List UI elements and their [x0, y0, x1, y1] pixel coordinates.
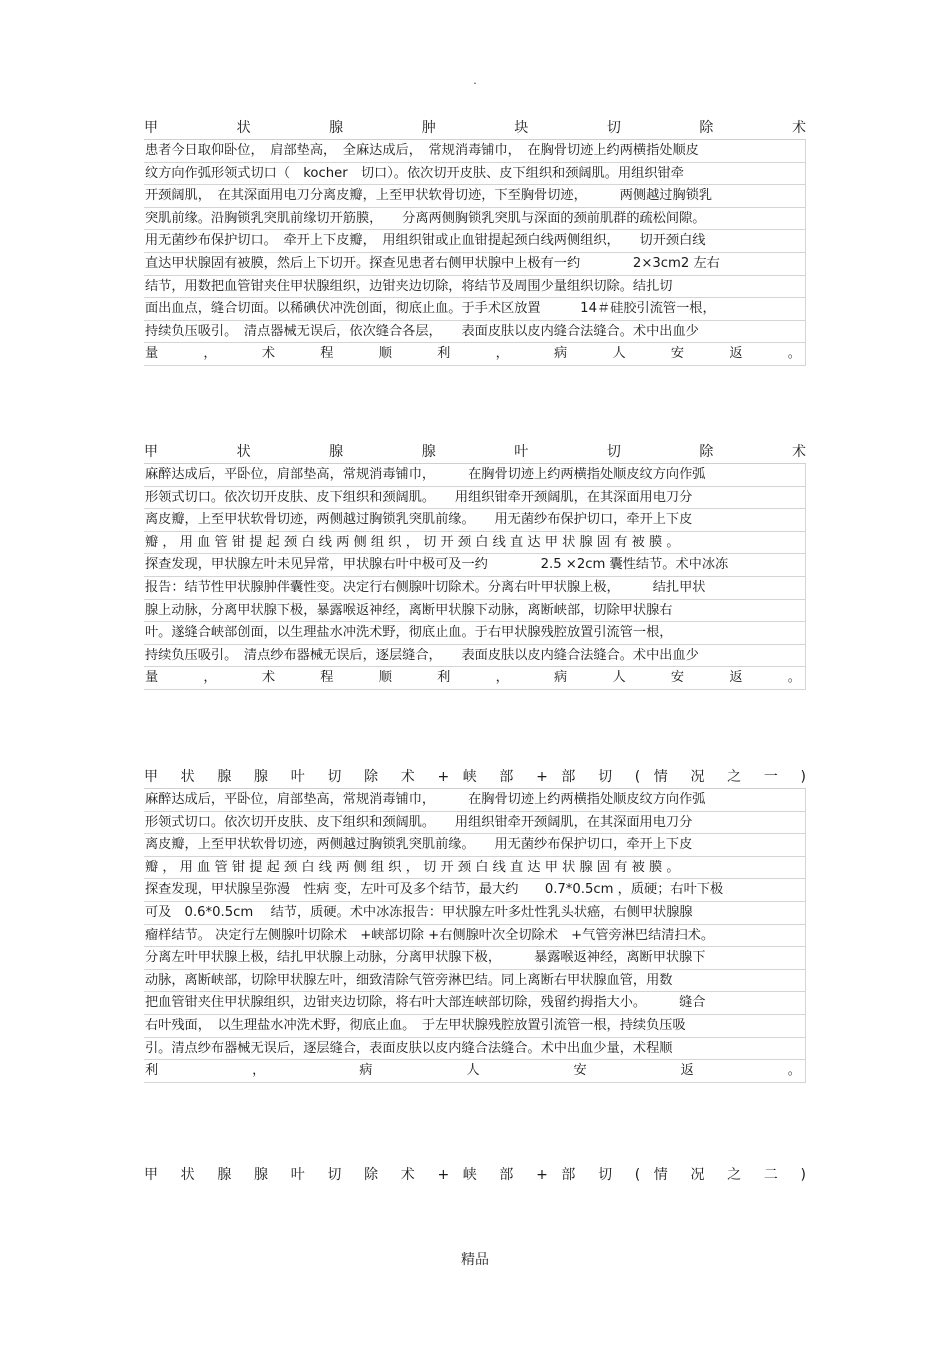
- text-line: 持续负压吸引。 清点纱布器械无误后，逐层缝合， 表面皮肤以皮内缝合法缝合。术中出血少: [144, 645, 806, 668]
- text-line: 分离左叶甲状腺上极，结扎甲状腺上动脉，分离甲状腺下极， 暴露喉返神经，离断甲状腺下: [144, 947, 806, 970]
- text-line: 形领式切口。依次切开皮肤、皮下组织和颈阔肌。 用组织钳牵开颈阔肌，在其深面用电刀分: [144, 812, 806, 835]
- section-title: 甲 状 腺 肿 块 切 除 术: [144, 117, 806, 140]
- text-line: 持续负压吸引。 清点器械无误后，依次缝合各层， 表面皮肤以皮内缝合法缝合。术中出血少: [144, 321, 806, 344]
- section-tumor-excision: [144, 117, 806, 366]
- text-line: 离皮瓣，上至甲状软骨切迹，两侧越过胸锁乳突肌前缘。 用无菌纱布保护切口，牵开上下皮: [144, 509, 806, 532]
- section-title: 甲 状 腺 腺 叶 切 除 术 + 峡 部 + 部 切 ( 情 况 之 一 ): [144, 766, 806, 789]
- section-lobectomy-isthmus-case2: [144, 1164, 806, 1186]
- text-line: 离皮瓣，上至甲状软骨切迹，两侧越过胸锁乳突肌前缘。 用无菌纱布保护切口，牵开上下皮: [144, 834, 806, 857]
- text-line: 麻醉达成后，平卧位，肩部垫高，常规消毒铺巾， 在胸骨切迹上约两横指处顺皮纹方向作弧: [144, 464, 806, 487]
- text-line: 探查发现，甲状腺呈弥漫 性病 变，左叶可及多个结节，最大约 0.7*0.5cm ，质硬；右叶下极: [144, 879, 806, 902]
- text-line: 利 ， 病 人 安 返 。: [144, 1060, 806, 1083]
- section-body: [144, 140, 806, 366]
- text-line: 形领式切口。依次切开皮肤、皮下组织和颈阔肌。 用组织钳牵开颈阔肌，在其深面用电刀分: [144, 487, 806, 510]
- text-line: 开颈阔肌， 在其深面用电刀分离皮瓣，上至甲状软骨切迹，下至胸骨切迹， 两侧越过胸锁乳: [144, 185, 806, 208]
- section-title: 甲 状 腺 腺 叶 切 除 术 + 峡 部 + 部 切 ( 情 况 之 二 ): [144, 1167, 806, 1183]
- section-title: 甲 状 腺 腺 叶 切 除 术: [144, 441, 806, 464]
- text-line: 量 ， 术 程 顺 利 ， 病 人 安 返 。: [144, 343, 806, 366]
- text-line: 报告：结节性甲状腺肿伴囊性变。决定行右侧腺叶切除术。分离右叶甲状腺上极， 结扎甲状: [144, 577, 806, 600]
- page-mark: .: [473, 74, 477, 87]
- text-line: 引。清点纱布器械无误后，逐层缝合，表面皮肤以皮内缝合法缝合。术中出血少量，术程顺: [144, 1038, 806, 1061]
- text-line: 结节，用数把血管钳夹住甲状腺组织，边钳夹边切除，将结节及周围少量组织切除。结扎切: [144, 276, 806, 299]
- text-line: 瘤样结节。 决定行左侧腺叶切除术 +峡部切除 +右侧腺叶次全切除术 +气管旁淋巴结清扫术。: [144, 925, 806, 948]
- text-line: 动脉，离断峡部，切除甲状腺左叶，细致清除气管旁淋巴结。同上离断右甲状腺血管，用数: [144, 970, 806, 993]
- text-line: 可及 0.6*0.5cm 结节，质硬。术中冰冻报告：甲状腺左叶多灶性乳头状癌，右侧甲状腺腺: [144, 902, 806, 925]
- text-line: 面出血点，缝合切面。以稀碘伏冲洗创面，彻底止血。于手术区放置 14＃硅胶引流管一根，: [144, 298, 806, 321]
- text-line: 叶。遂缝合峡部创面，以生理盐水冲洗术野，彻底止血。于右甲状腺残腔放置引流管一根，: [144, 622, 806, 645]
- text-line: 右叶残面， 以生理盐水冲洗术野，彻底止血。 于左甲状腺残腔放置引流管一根，持续负压吸: [144, 1015, 806, 1038]
- section-body: [144, 789, 806, 1083]
- text-line: 突肌前缘。沿胸锁乳突肌前缘切开筋膜， 分离两侧胸锁乳突肌与深面的颈前肌群的疏松间隙。: [144, 208, 806, 231]
- text-line: 麻醉达成后，平卧位，肩部垫高，常规消毒铺巾， 在胸骨切迹上约两横指处顺皮纹方向作弧: [144, 789, 806, 812]
- text-line: 直达甲状腺固有被膜，然后上下切开。探查见患者右侧甲状腺中上极有一约 2×3cm2 左右: [144, 253, 806, 276]
- section-body: [144, 464, 806, 690]
- text-line: 探查发现，甲状腺左叶未见异常，甲状腺右叶中极可及一约 2.5 ×2cm 囊性结节。术中冰冻: [144, 554, 806, 577]
- text-line: 用无菌纱布保护切口。 牵开上下皮瓣， 用组织钳或止血钳提起颈白线两侧组织， 切开颈白线: [144, 230, 806, 253]
- text-line: 量 ， 术 程 顺 利 ， 病 人 安 返 。: [144, 667, 806, 690]
- footer-label: 精品: [461, 1252, 489, 1268]
- text-line: 把血管钳夹住甲状腺组织，边钳夹边切除，将右叶大部连峡部切除，残留约拇指大小。 缝合: [144, 992, 806, 1015]
- text-line: 患者今日取仰卧位， 肩部垫高， 全麻达成后， 常规消毒铺巾， 在胸骨切迹上约两横指处顺皮: [144, 140, 806, 163]
- section-lobectomy-isthmus-case1: [144, 766, 806, 1083]
- text-line: 瓣 ， 用 血 管 钳 提 起 颈 白 线 两 侧 组 织 ， 切 开 颈 白 线 直 达 甲 状 腺 固 有 被 膜 。: [144, 857, 806, 880]
- text-line: 纹方向作弧形领式切口（ kocher 切口）。依次切开皮肤、皮下组织和颈阔肌。用组织钳牵: [144, 163, 806, 186]
- text-line: 瓣 ， 用 血 管 钳 提 起 颈 白 线 两 侧 组 织 ， 切 开 颈 白 线 直 达 甲 状 腺 固 有 被 膜 。: [144, 532, 806, 555]
- section-lobectomy: [144, 441, 806, 690]
- text-line: 腺上动脉，分离甲状腺下极，暴露喉返神经，离断甲状腺下动脉，离断峡部，切除甲状腺右: [144, 600, 806, 623]
